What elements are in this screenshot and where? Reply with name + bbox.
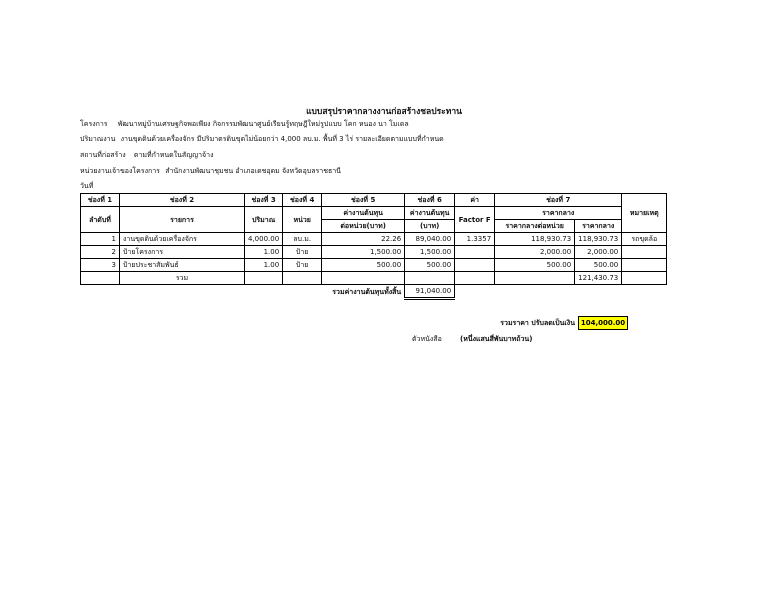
header-price: ราคากลาง <box>495 207 622 220</box>
row-unit: ป้าย <box>283 259 322 272</box>
volume-value: งานขุดดินด้วยเครื่องจักร มีปริมาตรดินขุดไม่น้อยกว่า 4,000 ลบ.ม. พื้นที่ 3 ไร่ รายละเอียดตามแบบที่กำหนด <box>120 135 444 143</box>
col-num-factor: ค่า <box>455 194 495 207</box>
col-num-6: ช่องที่ 6 <box>405 194 455 207</box>
agency-line <box>80 166 341 177</box>
row-cost: 1,500.00 <box>405 246 455 259</box>
volume-line <box>80 134 444 145</box>
row-factor <box>455 246 495 259</box>
sum-value: 121,430.73 <box>575 272 622 285</box>
row-factor: 1.3357 <box>455 233 495 246</box>
project-line <box>80 119 409 130</box>
agency-label: หน่วยงานเจ้าของโครงการ <box>80 167 160 175</box>
row-seq: 2 <box>81 246 120 259</box>
header-unit-cost-1: ค่างานต้นทุน <box>322 207 405 220</box>
words-label: ตัวหนังสือ <box>412 335 442 343</box>
row-item: งานขุดดินด้วยเครื่องจักร <box>120 233 245 246</box>
row-item: ป้ายโครงการ <box>120 246 245 259</box>
row-cost: 500.00 <box>405 259 455 272</box>
header-price-unit: ราคากลางต่อหน่วย <box>495 220 575 233</box>
col-num-3: ช่องที่ 3 <box>245 194 283 207</box>
col-num-7: ช่องที่ 7 <box>495 194 622 207</box>
row-seq: 1 <box>81 233 120 246</box>
volume-label: ปริมาณงาน <box>80 135 116 143</box>
header-qty: ปริมาณ <box>245 207 283 233</box>
rounded-value: 104,000.00 <box>578 316 628 330</box>
document-title: แบบสรุปราคากลางงานก่อสร้างชลประทาน <box>306 107 462 117</box>
header-unit-cost-2: ต่อหน่วย(บาท) <box>322 220 405 233</box>
rounded-label: รวมราคา ปรับลดเป็นเงิน <box>500 319 575 327</box>
agency-value: สำนักงานพัฒนาชุมชน อำเภอเดชอุดม จังหวัดอุบลราชธานี <box>165 167 341 175</box>
sum-row <box>81 272 667 285</box>
row-unit-cost: 22.26 <box>322 233 405 246</box>
row-price: 2,000.00 <box>575 246 622 259</box>
row-unit-cost: 500.00 <box>322 259 405 272</box>
row-price: 118,930.73 <box>575 233 622 246</box>
row-remark <box>622 246 667 259</box>
col-num-5: ช่องที่ 5 <box>322 194 405 207</box>
row-item: ป้ายประชาสัมพันธ์ <box>120 259 245 272</box>
column-number-row <box>81 194 667 207</box>
row-price-unit: 500.00 <box>495 259 575 272</box>
row-qty: 1.00 <box>245 259 283 272</box>
col-num-1: ช่องที่ 1 <box>81 194 120 207</box>
row-unit: ป้าย <box>283 246 322 259</box>
row-price-unit: 2,000.00 <box>495 246 575 259</box>
row-qty: 1.00 <box>245 246 283 259</box>
row-price-unit: 118,930.73 <box>495 233 575 246</box>
project-value: พัฒนาหมู่บ้านเศรษฐกิจพอเพียง กิจกรรมพัฒนาศูนย์เรียนรู้ทฤษฎีใหม่รูปแบบ โคก หนอง นา โมเดล <box>117 120 409 128</box>
header-cost-2: (บาท) <box>405 220 455 233</box>
row-remark <box>622 259 667 272</box>
price-table <box>80 193 667 300</box>
header-seq: ลำดับที่ <box>81 207 120 233</box>
header-item: รายการ <box>120 207 245 233</box>
row-seq: 3 <box>81 259 120 272</box>
header-row-1 <box>81 207 667 220</box>
col-num-2: ช่องที่ 2 <box>120 194 245 207</box>
header-unit: หน่วย <box>283 207 322 233</box>
location-line <box>80 150 214 161</box>
total-cost-row <box>81 285 667 299</box>
header-remark: หมายเหตุ <box>622 194 667 233</box>
row-factor <box>455 259 495 272</box>
row-price: 500.00 <box>575 259 622 272</box>
row-remark: รถขุดล้อ <box>622 233 667 246</box>
total-cost-value: 91,040.00 <box>405 285 455 299</box>
date-label: วันที่ <box>80 182 94 190</box>
row-cost: 89,040.00 <box>405 233 455 246</box>
row-unit: ลบ.ม. <box>283 233 322 246</box>
header-price-total: ราคากลาง <box>575 220 622 233</box>
table-row <box>81 233 667 246</box>
table-row <box>81 259 667 272</box>
col-num-4: ช่องที่ 4 <box>283 194 322 207</box>
project-label: โครงการ <box>80 120 108 128</box>
row-qty: 4,000.00 <box>245 233 283 246</box>
header-cost-1: ค่างานต้นทุน <box>405 207 455 220</box>
row-unit-cost: 1,500.00 <box>322 246 405 259</box>
words-value: (หนึ่งแสนสี่พันบาทถ้วน) <box>460 335 533 343</box>
location-label: สถานที่ก่อสร้าง <box>80 151 126 159</box>
total-cost-label: รวมค่างานต้นทุนทั้งสิ้น <box>332 287 402 296</box>
location-value: ตามที่กำหนดในสัญญาจ้าง <box>133 151 214 159</box>
header-factor: Factor F <box>455 207 495 233</box>
table-row <box>81 246 667 259</box>
sum-label: รวม <box>120 272 245 285</box>
